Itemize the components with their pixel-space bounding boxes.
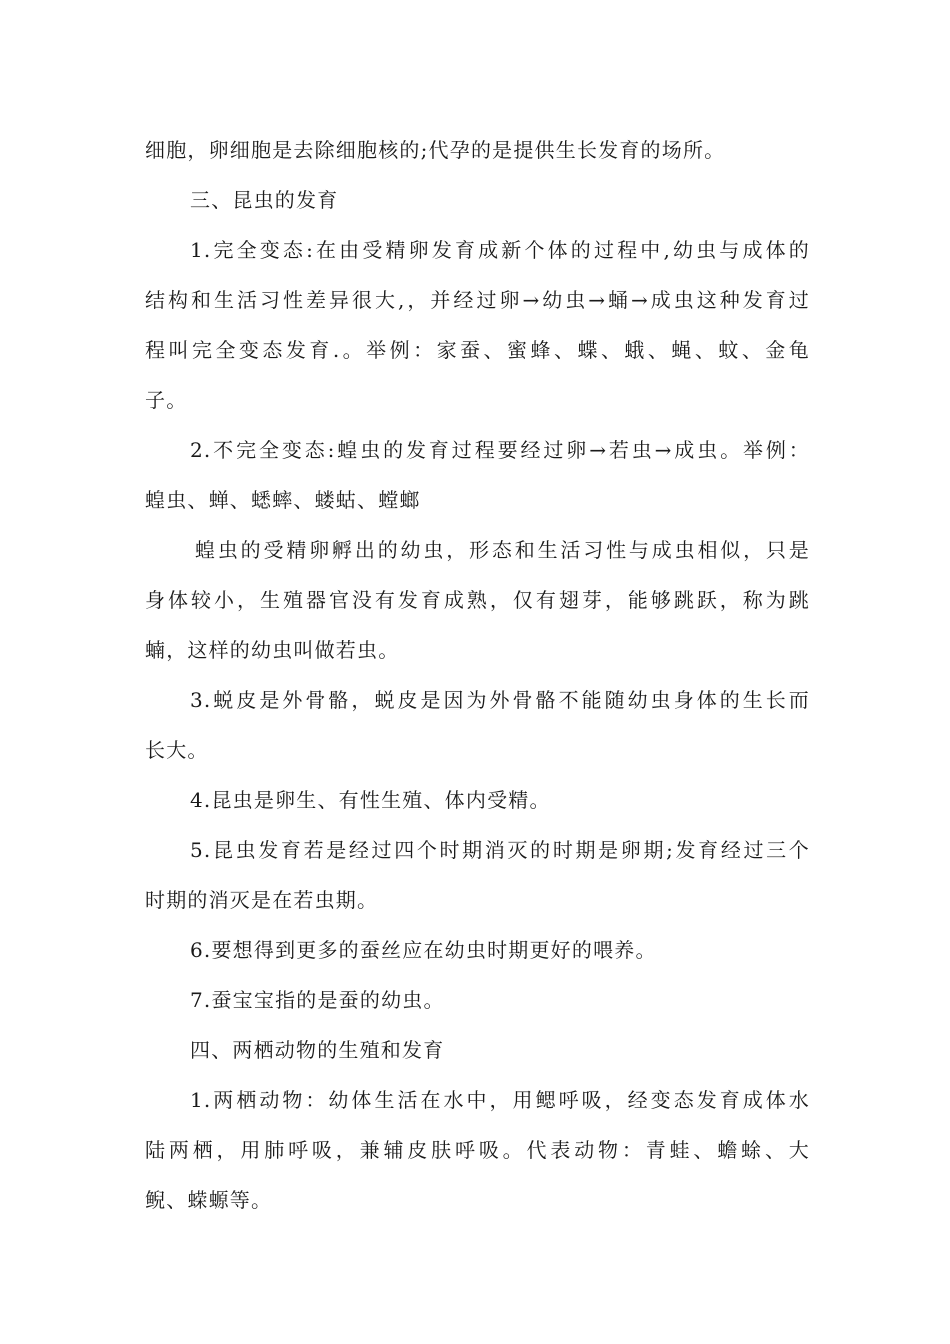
text-line: 身体较小，生殖器官没有发育成熟，仅有翅芽，能够跳跃，称为跳: [145, 588, 810, 612]
text-line: 6.要想得到更多的蚕丝应在幼虫时期更好的喂养。: [190, 938, 657, 962]
section-heading: 四、两栖动物的生殖和发育: [190, 1038, 445, 1062]
text-line: 程叫完全变态发育.。举例：家蚕、蜜蜂、蝶、蛾、蝇、蚊、金龟: [145, 338, 810, 362]
text-line: 鲵、蝾螈等。: [145, 1188, 273, 1212]
text-line: 2.不完全变态:蝗虫的发育过程要经过卵→若虫→成虫。举例：: [190, 438, 810, 462]
text-line: 4.昆虫是卵生、有性生殖、体内受精。: [190, 788, 551, 812]
text-line: 子。: [145, 388, 188, 412]
text-line: 7.蚕宝宝指的是蚕的幼虫。: [190, 988, 445, 1012]
text-line: 蝗虫的受精卵孵出的幼虫，形态和生活习性与成虫相似，只是: [195, 538, 810, 562]
text-line: 时期的消灭是在若虫期。: [145, 888, 379, 912]
text-line: 5.昆虫发育若是经过四个时期消灭的时期是卵期;发育经过三个: [190, 838, 810, 862]
text-line: 细胞，卵细胞是去除细胞核的;代孕的是提供生长发育的场所。: [145, 138, 726, 162]
text-line: 1.两栖动物：幼体生活在水中，用鳃呼吸，经变态发育成体水: [190, 1088, 810, 1112]
text-line: 1.完全变态:在由受精卵发育成新个体的过程中,幼虫与成体的: [190, 238, 810, 262]
text-line: 蝗虫、蝉、蟋蟀、蝼蛄、螳螂: [145, 488, 421, 512]
text-line: 长大。: [145, 738, 209, 762]
text-line: 3.蜕皮是外骨骼，蜕皮是因为外骨骼不能随幼虫身体的生长而: [190, 688, 810, 712]
text-line: 陆两栖，用肺呼吸，兼辅皮肤呼吸。代表动物：青蛙、蟾蜍、大: [145, 1138, 810, 1162]
section-heading: 三、昆虫的发育: [190, 188, 339, 212]
text-line: 蝻，这样的幼虫叫做若虫。: [145, 638, 400, 662]
text-line: 结构和生活习性差异很大,，并经过卵→幼虫→蛹→成虫这种发育过: [145, 288, 810, 312]
